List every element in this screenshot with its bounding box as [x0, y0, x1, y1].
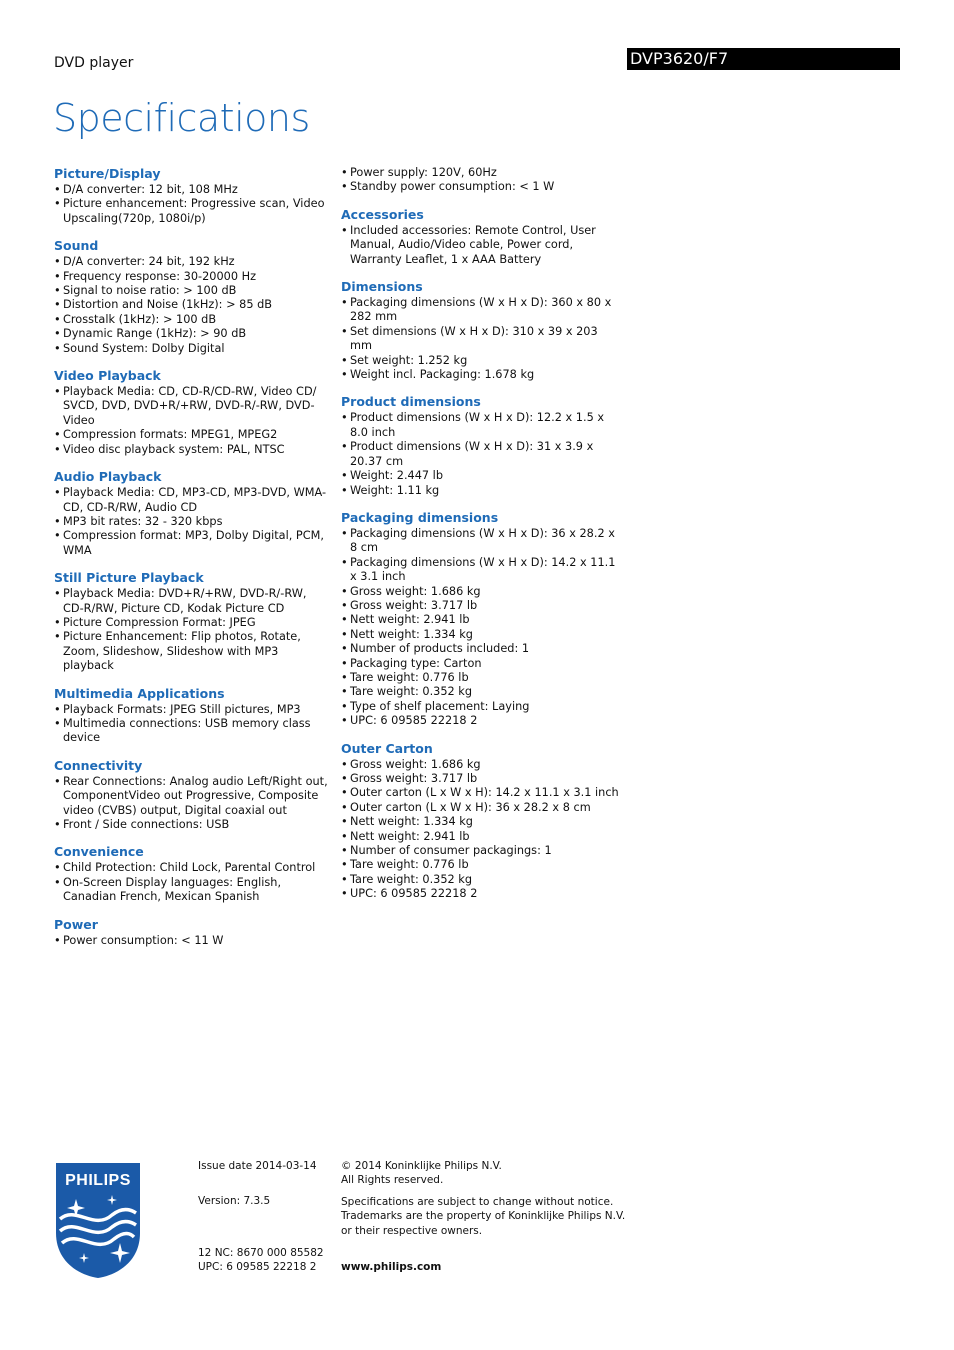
spec-item: • Tare weight: 0.776 lb	[341, 671, 621, 685]
spec-item: • Included accessories: Remote Control, User Manual, Audio/Video cable, Power cord, Warranty Leaflet, 1 x AAA Battery	[341, 224, 621, 267]
spec-section	[54, 758, 330, 833]
spec-list	[341, 758, 621, 902]
spec-list	[341, 166, 621, 195]
spec-item: • Weight: 1.11 kg	[341, 484, 621, 498]
spec-item: • Nett weight: 2.941 lb	[341, 830, 621, 844]
spec-item: • Nett weight: 2.941 lb	[341, 613, 621, 627]
spec-item: • Gross weight: 1.686 kg	[341, 758, 621, 772]
philips-shield-logo	[54, 1161, 142, 1279]
spec-item: • Gross weight: 3.717 lb	[341, 772, 621, 786]
spec-item: • Power supply: 120V, 60Hz	[341, 166, 621, 180]
spec-item: • Distortion and Noise (1kHz): > 85 dB	[54, 298, 330, 312]
disclaimer-line-3: or their respective owners.	[341, 1224, 483, 1237]
spec-item: • Frequency response: 30-20000 Hz	[54, 270, 330, 284]
spec-section	[341, 166, 621, 195]
section-heading: Picture/Display	[54, 166, 161, 181]
spec-list	[54, 385, 330, 457]
section-heading: Video Playback	[54, 368, 161, 384]
spec-section	[341, 207, 621, 267]
spec-item: • Set dimensions (W x H x D): 310 x 39 x 203 mm	[341, 325, 621, 354]
product-codes	[198, 1246, 324, 1275]
spec-item: • UPC: 6 09585 22218 2	[341, 887, 621, 901]
spec-section	[341, 510, 621, 729]
section-heading: Power	[54, 916, 98, 932]
spec-section	[54, 238, 330, 356]
spec-item: • Sound System: Dolby Digital	[54, 342, 330, 356]
spec-item: • Child Protection: Child Lock, Parental Control	[54, 861, 330, 875]
spec-item: • Signal to noise ratio: > 100 dB	[54, 284, 330, 298]
spec-item: • Front / Side connections: USB	[54, 818, 330, 832]
spec-item: • Multimedia connections: USB memory class device	[54, 717, 330, 746]
spec-item: • On-Screen Display languages: English, Canadian French, Mexican Spanish	[54, 876, 330, 905]
spec-item: • D/A converter: 12 bit, 108 MHz	[54, 183, 330, 197]
copyright-notice	[341, 1159, 502, 1188]
spec-item: • Power consumption: < 11 W	[54, 934, 330, 948]
spec-item: • Nett weight: 1.334 kg	[341, 815, 621, 829]
spec-item: • Gross weight: 3.717 lb	[341, 599, 621, 613]
section-heading: Convenience	[54, 844, 144, 860]
spec-item: • Dynamic Range (1kHz): > 90 dB	[54, 327, 330, 341]
spec-item: • D/A converter: 24 bit, 192 kHz	[54, 255, 330, 269]
spec-item: • Rear Connections: Analog audio Left/Right out, ComponentVideo out Progressive, Composite video (CVBS) output, Digital coaxial out	[54, 775, 330, 818]
spec-item: • Set weight: 1.252 kg	[341, 354, 621, 368]
spec-item: • UPC: 6 09585 22218 2	[341, 714, 621, 728]
philips-logo-text: PHILIPS	[65, 1172, 131, 1189]
spec-item: • Tare weight: 0.352 kg	[341, 685, 621, 699]
spec-list	[341, 527, 621, 729]
spec-item: • Picture Compression Format: JPEG	[54, 616, 330, 630]
spec-item: • Playback Media: DVD+R/+RW, DVD-R/-RW, CD-R/RW, Picture CD, Kodak Picture CD	[54, 587, 330, 616]
section-heading: Packaging dimensions	[341, 509, 499, 525]
spec-list	[54, 486, 330, 558]
section-heading: Still Picture Playback	[54, 570, 204, 586]
spec-item: • Packaging dimensions (W x H x D): 36 x 28.2 x 8 cm	[341, 527, 621, 556]
spec-section	[341, 394, 621, 497]
spec-item: • Weight: 2.447 lb	[341, 469, 621, 483]
spec-list	[54, 934, 330, 948]
spec-list	[341, 296, 621, 382]
disclaimer	[341, 1195, 625, 1238]
copyright-line: © 2014 Koninklijke Philips N.V.	[341, 1160, 502, 1172]
left-spec-column	[54, 166, 330, 960]
model-number-banner: DVP3620/F7	[627, 48, 900, 70]
section-heading: Multimedia Applications	[54, 685, 225, 701]
spec-item: • Compression format: MP3, Dolby Digital, PCM, WMA	[54, 529, 330, 558]
spec-section	[54, 469, 330, 558]
spec-list	[341, 411, 621, 497]
spec-section	[54, 844, 330, 904]
upc-number: UPC: 6 09585 22218 2	[198, 1261, 317, 1274]
section-heading: Connectivity	[54, 757, 143, 773]
page-title: Specifications	[53, 96, 310, 140]
spec-list	[54, 255, 330, 356]
section-heading: Outer Carton	[341, 740, 433, 756]
spec-item: • Crosstalk (1kHz): > 100 dB	[54, 313, 330, 327]
spec-list	[341, 224, 621, 267]
section-heading: Sound	[54, 238, 99, 254]
spec-item: • Packaging dimensions (W x H x D): 14.2 x 11.1 x 3.1 inch	[341, 556, 621, 585]
spec-item: • Compression formats: MPEG1, MPEG2	[54, 428, 330, 442]
spec-item: • Product dimensions (W x H x D): 12.2 x 1.5 x 8.0 inch	[341, 411, 621, 440]
website-link[interactable]: www.philips.com	[341, 1261, 442, 1273]
spec-item: • Picture enhancement: Progressive scan, Video Upscaling(720p, 1080i/p)	[54, 197, 330, 226]
spec-item: • Gross weight: 1.686 kg	[341, 585, 621, 599]
spec-item: • Outer carton (L x W x H): 14.2 x 11.1 x 3.1 inch	[341, 786, 621, 800]
issue-date: Issue date 2014-03-14	[198, 1160, 317, 1172]
spec-item: • Outer carton (L x W x H): 36 x 28.2 x 8 cm	[341, 801, 621, 815]
section-heading: Product dimensions	[341, 394, 481, 410]
spec-item: • Tare weight: 0.776 lb	[341, 858, 621, 872]
disclaimer-line-1: Specifications are subject to change without notice.	[341, 1196, 614, 1208]
nc-number: 12 NC: 8670 000 85582	[198, 1247, 324, 1259]
spec-item: • Playback Formats: JPEG Still pictures, MP3	[54, 703, 330, 717]
spec-list	[54, 703, 330, 746]
spec-section	[54, 368, 330, 457]
right-spec-column	[341, 166, 621, 914]
spec-section	[54, 166, 330, 226]
section-heading: Dimensions	[341, 279, 423, 295]
spec-item: • Type of shelf placement: Laying	[341, 700, 621, 714]
spec-item: • Standby power consumption: < 1 W	[341, 180, 621, 194]
spec-item: • Nett weight: 1.334 kg	[341, 628, 621, 642]
rights-line: All Rights reserved.	[341, 1174, 444, 1187]
product-category: DVD player	[54, 55, 134, 71]
spec-list	[54, 861, 330, 904]
spec-item: • Number of consumer packagings: 1	[341, 844, 621, 858]
section-heading: Audio Playback	[54, 469, 162, 485]
spec-item: • MP3 bit rates: 32 - 320 kbps	[54, 515, 330, 529]
disclaimer-line-2: Trademarks are the property of Koninklijke Philips N.V.	[341, 1210, 626, 1223]
spec-item: • Weight incl. Packaging: 1.678 kg	[341, 368, 621, 382]
spec-item: • Number of products included: 1	[341, 642, 621, 656]
spec-section	[54, 917, 330, 948]
spec-list	[54, 183, 330, 226]
spec-item: • Playback Media: CD, CD-R/CD-RW, Video CD/ SVCD, DVD, DVD+R/+RW, DVD-R/-RW, DVD-Video	[54, 385, 330, 428]
spec-section	[54, 570, 330, 673]
spec-item: • Picture Enhancement: Flip photos, Rotate, Zoom, Slideshow, Slideshow with MP3 playback	[54, 630, 330, 673]
spec-list	[54, 775, 330, 833]
spec-list	[54, 587, 330, 673]
spec-section	[54, 686, 330, 746]
spec-item: • Video disc playback system: PAL, NTSC	[54, 443, 330, 457]
spec-item: • Packaging dimensions (W x H x D): 360 x 80 x 282 mm	[341, 296, 621, 325]
spec-item: • Playback Media: CD, MP3-CD, MP3-DVD, WMA-CD, CD-R/RW, Audio CD	[54, 486, 330, 515]
spec-section	[341, 279, 621, 382]
spec-item: • Packaging type: Carton	[341, 657, 621, 671]
spec-section	[341, 741, 621, 902]
spec-item: • Product dimensions (W x H x D): 31 x 3.9 x 20.37 cm	[341, 440, 621, 469]
section-heading: Accessories	[341, 206, 424, 222]
version: Version: 7.3.5	[198, 1195, 271, 1207]
spec-item: • Tare weight: 0.352 kg	[341, 873, 621, 887]
